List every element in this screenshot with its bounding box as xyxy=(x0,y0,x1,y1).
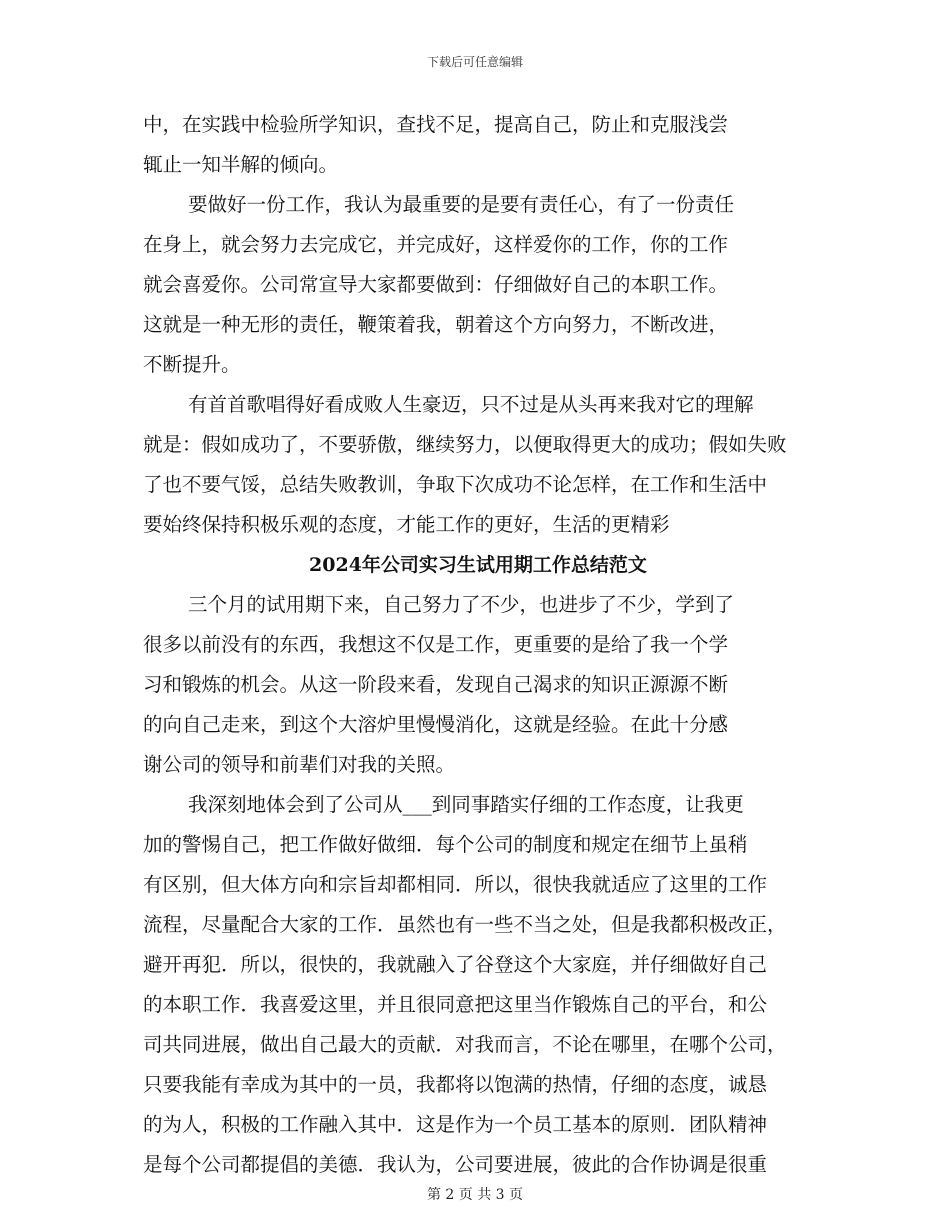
paragraph-line: 中，在实践中检验所学知识，查找不足，提高自己，防止和克服浅尝 xyxy=(143,113,729,136)
paragraph-line: 辄止一知半解的倾向。 xyxy=(143,153,339,176)
page-header: 下载后可任意编辑 xyxy=(426,55,523,69)
page-footer: 第 2 页 共 3 页 xyxy=(426,1187,524,1203)
paragraph-line: 三个月的试用期下来，自己努力了不少，也进步了不少，学到了 xyxy=(188,593,735,616)
paragraph-line: 加的警惕自己，把工作做好做细．每个公司的制度和规定在细节上虽稍 xyxy=(143,833,748,856)
paragraph-line: 避开再犯．所以，很快的，我就融入了谷登这个大家庭，并仔细做好自己 xyxy=(143,953,768,976)
paragraph-line: 的为人，积极的工作融入其中．这是作为一个员工基本的原则．团队精神 xyxy=(143,1113,768,1136)
paragraph-line: 流程，尽量配合大家的工作．虽然也有一些不当之处，但是我都积极改正， xyxy=(143,913,787,936)
paragraph-line: 这就是一种无形的责任，鞭策着我，朝着这个方向努力，不断改进， xyxy=(143,313,729,336)
paragraph-line: 要始终保持积极乐观的态度，才能工作的更好，生活的更精彩 xyxy=(143,513,670,536)
paragraph-line: 就会喜爱你。公司常宣导大家都要做到：仔细做好自己的本职工作。 xyxy=(143,273,729,296)
paragraph-line: 的本职工作．我喜爱这里，并且很同意把这里当作锻炼自己的平台，和公 xyxy=(143,993,768,1016)
paragraph-line: 就是：假如成功了，不要骄傲，继续努力，以便取得更大的成功；假如失败 xyxy=(143,433,787,456)
section-title: 2024年公司实习生试用期工作总结范文 xyxy=(309,554,647,576)
paragraph-line: 我深刻地体会到了公司从___到同事踏实仔细的工作态度，让我更 xyxy=(188,793,744,816)
paragraph-line: 了也不要气馁，总结失败教训，争取下次成功不论怎样，在工作和生活中 xyxy=(143,473,768,496)
paragraph-line: 很多以前没有的东西，我想这不仅是工作，更重要的是给了我一个学 xyxy=(143,633,729,656)
paragraph-line: 谢公司的领导和前辈们对我的关照。 xyxy=(143,753,456,776)
paragraph-line: 有首首歌唱得好看成败人生豪迈，只不过是从头再来我对它的理解 xyxy=(188,393,754,416)
paragraph-line: 在身上，就会努力去完成它，并完成好，这样爱你的工作，你的工作 xyxy=(143,233,729,256)
paragraph-line: 不断提升。 xyxy=(143,353,241,376)
paragraph-line: 司共同进展，做出自己最大的贡献．对我而言，不论在哪里，在哪个公司， xyxy=(143,1033,787,1056)
paragraph-line: 有区别，但大体方向和宗旨却都相同．所以，很快我就适应了这里的工作 xyxy=(143,873,768,896)
document-body xyxy=(143,105,813,1185)
paragraph-line: 习和锻炼的机会。从这一阶段来看，发现自己渴求的知识正源源不断 xyxy=(143,673,729,696)
paragraph-line: 要做好一份工作，我认为最重要的是要有责任心，有了一份责任 xyxy=(188,193,735,216)
paragraph-line: 是每个公司都提倡的美德．我认为，公司要进展，彼此的合作协调是很重 xyxy=(143,1153,768,1176)
paragraph-line: 只要我能有幸成为其中的一员，我都将以饱满的热情，仔细的态度，诚恳 xyxy=(143,1073,768,1096)
paragraph-line: 的向自己走来，到这个大溶炉里慢慢消化，这就是经验。在此十分感 xyxy=(143,713,729,736)
